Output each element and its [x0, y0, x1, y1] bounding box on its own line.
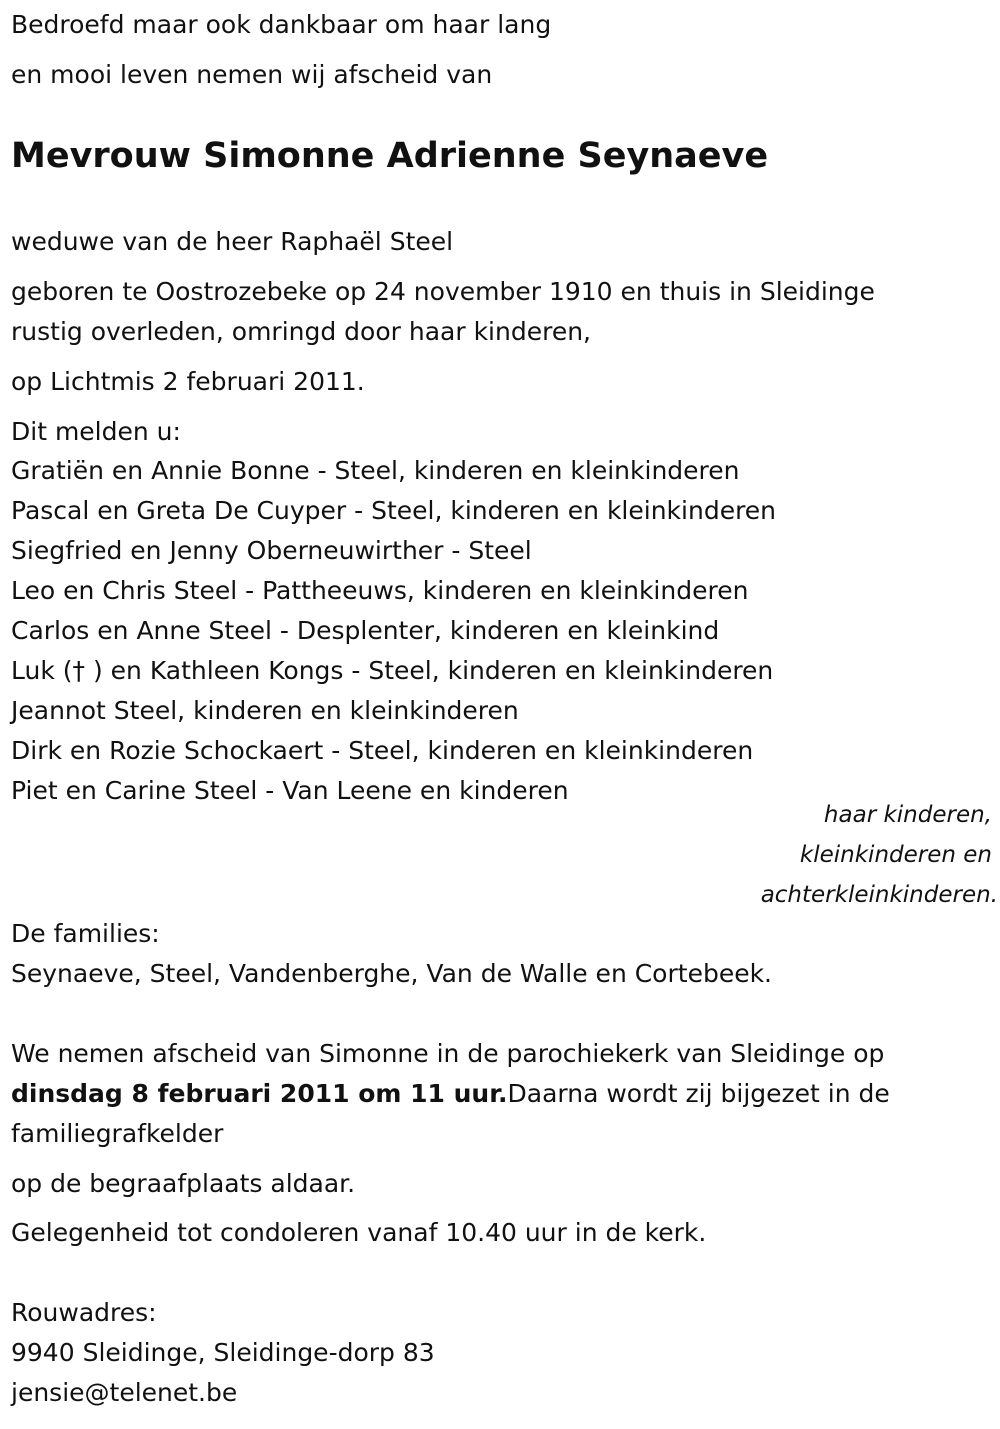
intro-line-2: en mooi leven nemen wij afscheid van — [11, 60, 493, 89]
born-line-2: rustig overleden, omringd door haar kinderen, — [11, 317, 591, 346]
summary-line: haar kinderen, — [823, 802, 992, 828]
died-line: op Lichtmis 2 februari 2011. — [11, 367, 365, 396]
ceremony-line-2-rest: Daarna wordt zij bijgezet in de — [507, 1079, 890, 1108]
announcer-line: Jeannot Steel, kinderen en kleinkinderen — [11, 696, 519, 725]
announcer-line: Luk († ) en Kathleen Kongs - Steel, kinderen en kleinkinderen — [11, 656, 774, 685]
condolences-line: Gelegenheid tot condoleren vanaf 10.40 uur in de kerk. — [11, 1218, 707, 1247]
summary-line: achterkleinkinderen. — [760, 882, 998, 908]
deceased-name: Mevrouw Simonne Adrienne Seynaeve — [11, 136, 769, 176]
address-heading: Rouwadres: — [11, 1298, 157, 1327]
intro-line-1: Bedroefd maar ook dankbaar om haar lang — [11, 10, 552, 39]
families-heading: De families: — [11, 919, 160, 948]
summary-line: kleinkinderen en — [799, 842, 992, 868]
ceremony-line-1: We nemen afscheid van Simonne in de parochiekerk van Sleidinge op — [11, 1039, 885, 1068]
announcer-line: Dirk en Rozie Schockaert - Steel, kinderen en kleinkinderen — [11, 736, 754, 765]
address-email[interactable]: jensie@telenet.be — [11, 1378, 238, 1407]
announcer-line: Leo en Chris Steel - Pattheeuws, kinderen en kleinkinderen — [11, 576, 749, 605]
families-names: Seynaeve, Steel, Vandenberghe, Van de Walle en Cortebeek. — [11, 959, 772, 988]
announcers-heading: Dit melden u: — [11, 417, 181, 446]
address-street: 9940 Sleidinge, Sleidinge-dorp 83 — [11, 1338, 435, 1367]
announcer-line: Gratiën en Annie Bonne - Steel, kinderen en kleinkinderen — [11, 456, 740, 485]
widow-line: weduwe van de heer Raphaël Steel — [11, 227, 454, 256]
ceremony-line-3: familiegrafkelder — [11, 1119, 224, 1148]
ceremony-line-2 — [11, 1074, 890, 1114]
announcer-line: Siegfried en Jenny Oberneuwirther - Steel — [11, 536, 532, 565]
ceremony-date: dinsdag 8 februari 2011 om 11 uur. — [11, 1079, 508, 1108]
ceremony-line-4: op de begraafplaats aldaar. — [11, 1169, 356, 1198]
announcer-line: Pascal en Greta De Cuyper - Steel, kinderen en kleinkinderen — [11, 496, 777, 525]
announcer-line: Carlos en Anne Steel - Desplenter, kinderen en kleinkind — [11, 616, 720, 645]
born-line-1: geboren te Oostrozebeke op 24 november 1910 en thuis in Sleidinge — [11, 277, 875, 306]
announcer-line: Piet en Carine Steel - Van Leene en kinderen — [11, 776, 569, 805]
